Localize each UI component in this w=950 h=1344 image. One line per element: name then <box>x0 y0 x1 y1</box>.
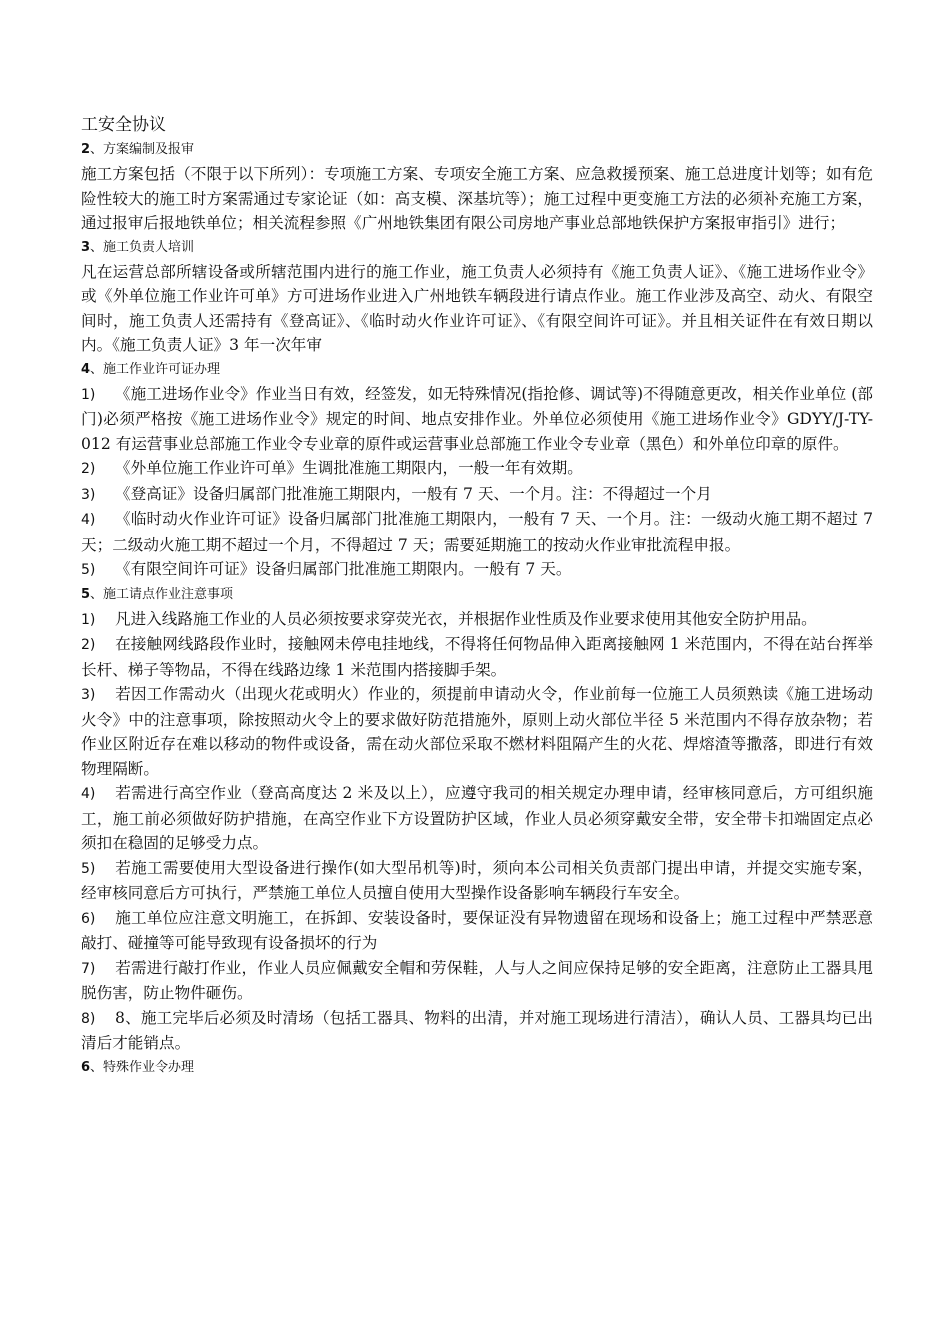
section-heading <box>81 583 873 607</box>
section <box>81 583 873 1056</box>
list-item-number: 5) <box>81 562 96 578</box>
section-heading <box>81 358 873 382</box>
list-item <box>81 507 873 557</box>
section-heading-text: 、特殊作业令办理 <box>90 1059 195 1075</box>
list-item <box>81 906 873 956</box>
list-item <box>81 607 873 633</box>
list-item <box>81 956 873 1006</box>
section <box>81 236 873 358</box>
list-item-text: 施工单位应注意文明施工，在拆卸、安装设备时，要保证没有异物遗留在现场和设备上；施工过程中严禁恶意敲打、碰撞等可能导致现有设备损坏的行为 <box>81 908 873 952</box>
list-item <box>81 632 873 682</box>
list-item-text: 《施工进场作业令》作业当日有效，经签发，如无特殊情况(指抢修、调试等)不得随意更改，相关作业单位 (部门)必须严格按《施工进场作业令》规定的时间、地点安排作业。外单位必须使用《施工进场作业令》GDYY/J-TY-012 有运营事业总部施工作业令专业章的原件或运营事业总部施工作业令专业章（黑色）和外单位印章的原件。 <box>81 384 873 453</box>
list-item-number: 4) <box>81 786 96 802</box>
document-title: 工安全协议 <box>81 115 166 135</box>
section <box>81 358 873 583</box>
list-item <box>81 482 873 508</box>
section-number: 5 <box>81 586 91 602</box>
list-item-number: 2) <box>81 637 96 653</box>
list-item-text: 若需进行敲打作业，作业人员应佩戴安全帽和劳保鞋，人与人之间应保持足够的安全距离，注意防止工器具甩脱伤害，防止物件砸伤。 <box>81 958 873 1002</box>
list-item <box>81 682 873 781</box>
section-heading-text: 、施工作业许可证办理 <box>90 361 221 377</box>
list-item-number: 3) <box>81 687 96 703</box>
section-paragraph: 施工方案包括（不限于以下所列）：专项施工方案、专项安全施工方案、应急救援预案、施工总进度计划等；如有危险性较大的施工时方案需通过专家论证（如：高支模、深基坑等）；施工过程中更变施工方法的必须补充施工方案，通过报审后报地铁单位；相关流程参照《广州地铁集团有限公司房地产事业总部地铁保护方案报审指引》进行； <box>81 165 873 232</box>
list-item-text: 《外单位施工作业许可单》生调批准施工期限内，一般一年有效期。 <box>115 459 583 477</box>
section <box>81 1056 873 1080</box>
list-item-number: 8) <box>81 1010 96 1027</box>
list-item-text: 《有限空间许可证》设备归属部门批准施工期限内。一般有 7 天。 <box>115 560 572 578</box>
section <box>81 138 873 236</box>
list-item-number: 1) <box>81 386 96 403</box>
section-heading-text: 、方案编制及报审 <box>90 142 195 157</box>
list-item-number: 7) <box>81 960 96 977</box>
list-item <box>81 781 873 856</box>
section-heading <box>81 138 873 162</box>
document-page <box>81 112 873 1080</box>
list-item <box>81 856 873 906</box>
document-body <box>81 138 873 1080</box>
section-number: 4 <box>81 361 91 377</box>
list-item-text: 若因工作需动火（出现火花或明火）作业的，须提前申请动火令，作业前每一位施工人员须熟读《施工进场动火令》中的注意事项，除按照动火令上的要求做好防范措施外，原则上动火部位半径 5 米范围内不得存放杂物；若作业区附近存在难以移动的物件或设备，需在动火部位采取不燃材料阻隔产生的火花、焊熔渣等撒落，即进行有效物理隔断。 <box>81 685 873 778</box>
list-item-number: 5) <box>81 860 96 877</box>
list-item-number: 3) <box>81 486 96 503</box>
section-heading-text: 、施工负责人培训 <box>90 239 195 255</box>
section-number: 6 <box>81 1059 91 1075</box>
list-item-text: 《临时动火作业许可证》设备归属部门批准施工期限内，一般有 7 天、一个月。注：一级动火施工期不超过 7 天；二级动火施工期不超过一个月，不得超过 7 天；需要延期施工的按动火作业审批流程申报。 <box>81 510 873 554</box>
list-item-number: 2) <box>81 461 96 477</box>
section-heading-text: 、施工请点作业注意事项 <box>90 586 234 602</box>
section-number: 3 <box>81 239 91 255</box>
list-item <box>81 1006 873 1056</box>
section-heading <box>81 1056 873 1080</box>
section-heading <box>81 236 873 260</box>
list-item-number: 6) <box>81 910 96 927</box>
list-item-number: 1) <box>81 611 96 628</box>
list-item <box>81 382 873 457</box>
list-item-text: 凡进入线路施工作业的人员必须按要求穿荧光衣，并根据作业性质及作业要求使用其他安全防护用品。 <box>115 609 817 628</box>
section-number: 2 <box>81 142 91 157</box>
list-item-text: 在接触网线路段作业时，接触网未停电挂地线，不得将任何物品伸入距离接触网 1 米范围内，不得在站台挥举长杆、梯子等物品，不得在线路边缘 1 米范围内搭接脚手架。 <box>81 635 873 679</box>
list-item-number: 4) <box>81 512 96 528</box>
list-item-text: 《登高证》设备归属部门批准施工期限内，一般有 7 天、一个月。注：不得超过一个月 <box>115 484 712 503</box>
list-item-text: 8、施工完毕后必须及时清场（包括工器具、物料的出清，并对施工现场进行清洁），确认人员、工器具均已出清后才能销点。 <box>81 1008 873 1052</box>
list-item <box>81 456 873 482</box>
list-item-text: 若需进行高空作业（登高高度达 2 米及以上），应遵守我司的相关规定办理申请，经审核同意后，方可组织施工，施工前必须做好防护措施，在高空作业下方设置防护区域，作业人员必须穿戴安全带，安全带卡扣端固定点必须扣在稳固的足够受力点。 <box>81 784 873 852</box>
list-item-text: 若施工需要使用大型设备进行操作(如大型吊机等)时，须向本公司相关负责部门提出申请，并提交实施专案，经审核同意后方可执行，严禁施工单位人员擅自使用大型操作设备影响车辆段行车安全。 <box>81 858 873 902</box>
section-paragraph: 凡在运营总部所辖设备或所辖范围内进行的施工作业，施工负责人必须持有《施工负责人证》、《施工进场作业令》或《外单位施工作业许可单》方可进场作业进入广州地铁车辆段进行请点作业。施工作业涉及高空、动火、有限空间时，施工负责人还需持有《登高证》、《临时动火作业许可证》、《有限空间许可证》。并且相关证件在有效日期以内。《施工负责人证》3 年一次年审 <box>81 262 873 354</box>
list-item <box>81 557 873 583</box>
